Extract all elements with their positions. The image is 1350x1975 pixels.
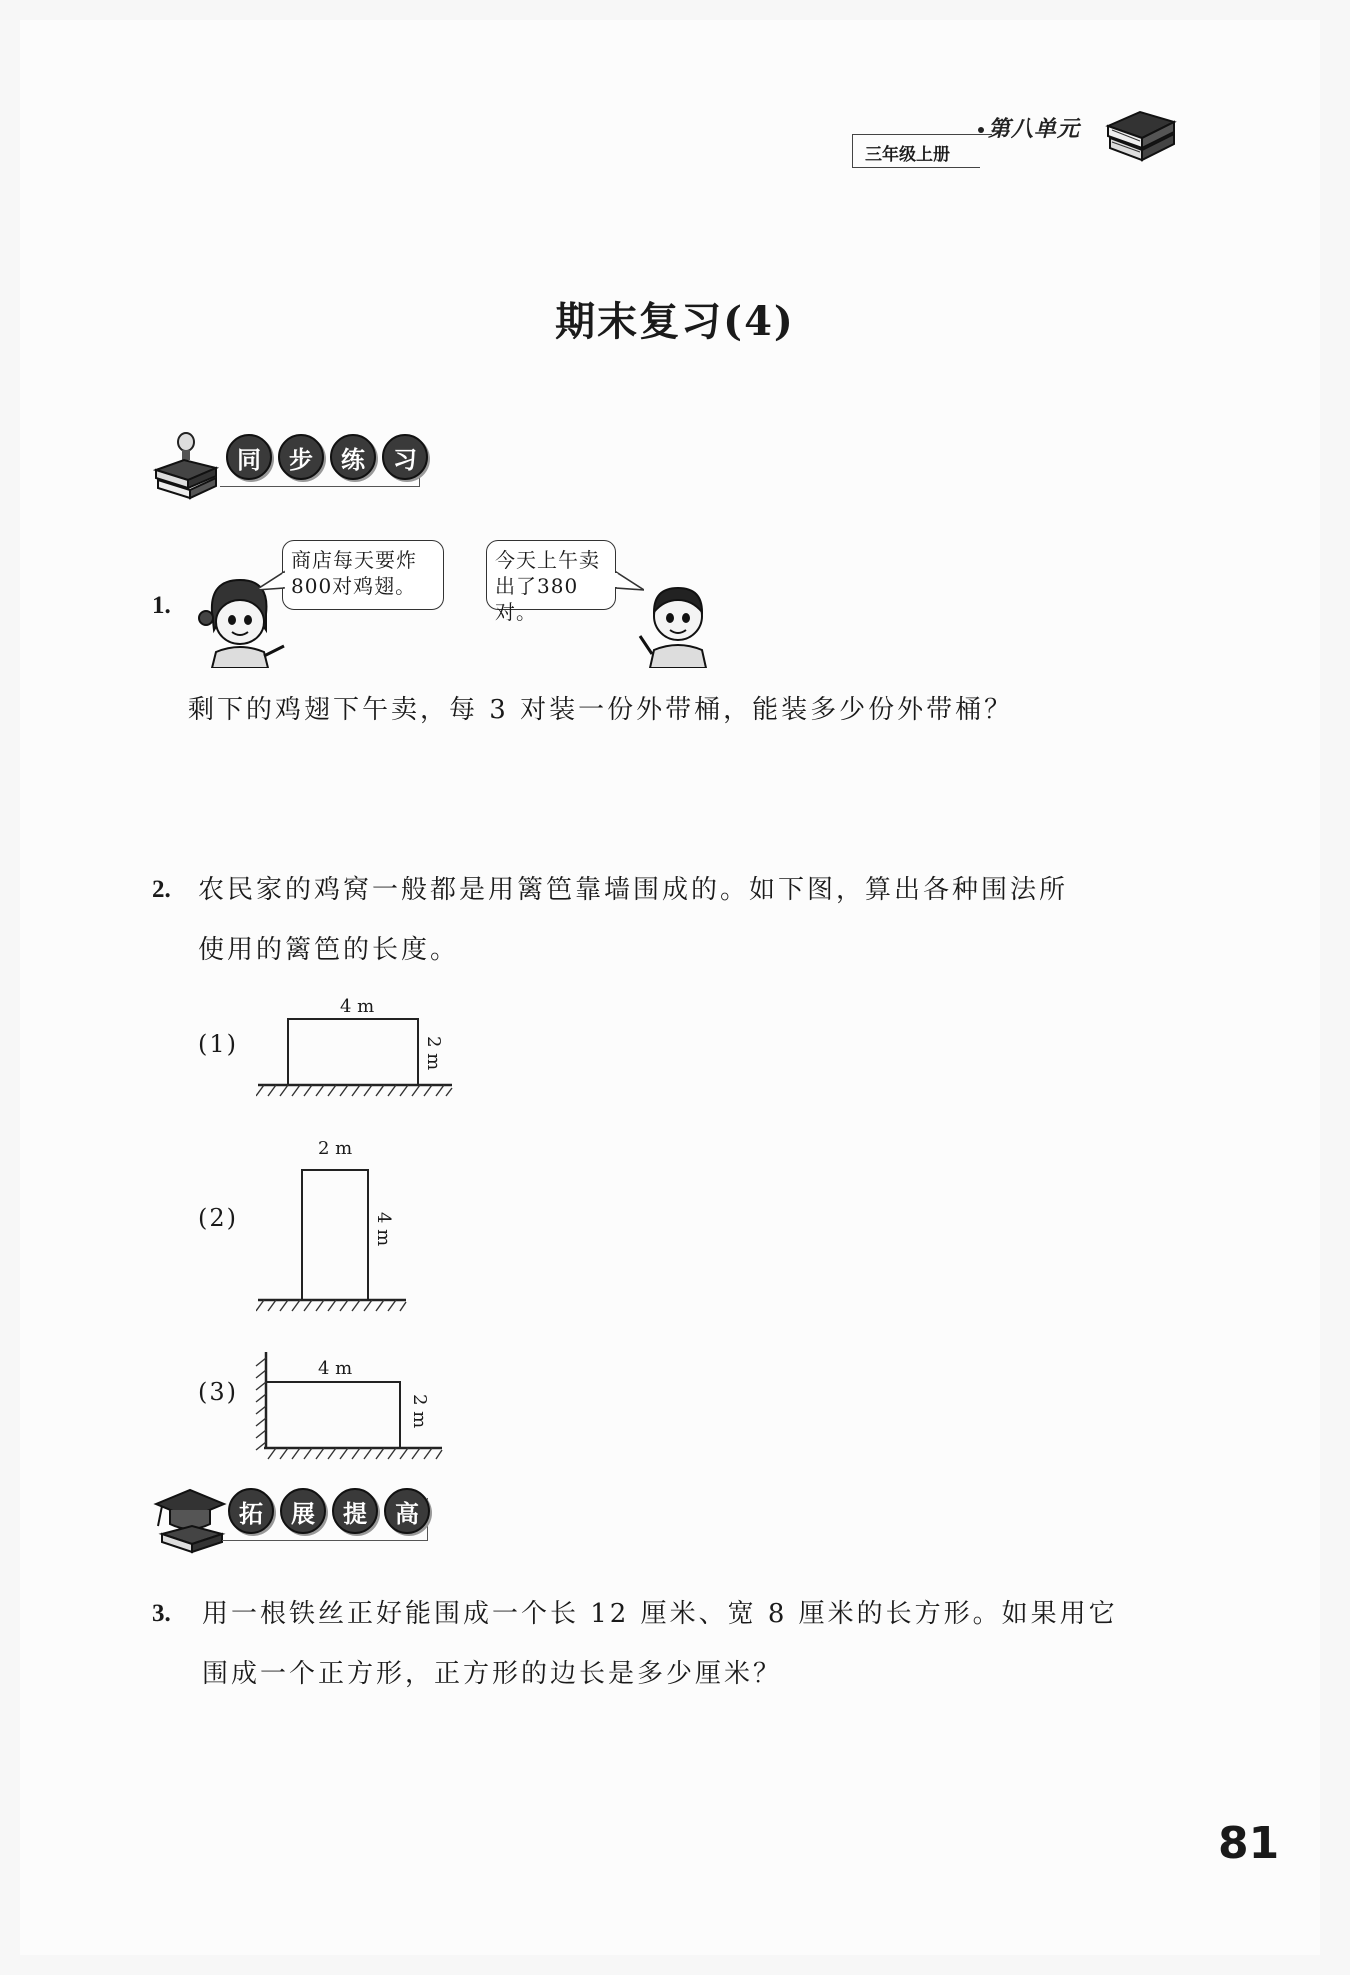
figure-3-side-dim: 2 m	[409, 1394, 430, 1429]
figure-3-top-dim: 4 m	[318, 1358, 353, 1379]
page-number: 81	[1218, 1818, 1280, 1869]
figure-2-side-dim: 4 m	[373, 1212, 394, 1247]
bubble-line: 出了380对。	[495, 574, 579, 624]
figure-3-label: (3)	[198, 1378, 238, 1406]
q3-number: 3.	[152, 1600, 171, 1627]
page-title: 期末复习(4)	[555, 298, 795, 345]
banner-title	[226, 434, 428, 480]
bubble-tail	[256, 570, 286, 592]
figure-1-side-dim: 2 m	[423, 1036, 444, 1071]
banner-char: 同	[226, 434, 272, 480]
bubble-line: 800对鸡翅。	[291, 574, 417, 598]
banner-char: 练	[330, 434, 376, 480]
banner-title	[228, 1488, 430, 1534]
q2-number: 2.	[152, 876, 171, 903]
figure-2-top-dim: 2 m	[318, 1138, 353, 1159]
figure-2-label: (2)	[198, 1204, 238, 1232]
books-icon	[1100, 100, 1180, 172]
banner-char: 拓	[228, 1488, 274, 1534]
banner-char: 习	[382, 434, 428, 480]
figure-2-fence	[256, 1160, 412, 1316]
q1-text: 剩下的鸡翅下午卖，每 3 对装一份外带桶，能装多少份外带桶？	[188, 695, 1014, 725]
bubble-line: 今天上午卖	[495, 548, 600, 572]
banner-char: 提	[332, 1488, 378, 1534]
bubble-line: 商店每天要炸	[291, 548, 417, 572]
figure-1-top-dim: 4 m	[340, 996, 375, 1017]
header-grade: 三年级上册	[852, 134, 980, 168]
graduation-cap-icon	[152, 1484, 228, 1564]
figure-1-label: (1)	[198, 1030, 238, 1058]
q2-line1: 农民家的鸡窝一般都是用篱笆靠墙围成的。如下图，算出各种围法所	[198, 875, 1069, 905]
banner-char: 高	[384, 1488, 430, 1534]
banner-char: 步	[278, 434, 324, 480]
q3-line1: 用一根铁丝正好能围成一个长 12 厘米、宽 8 厘米的长方形。如果用它	[202, 1599, 1118, 1629]
section-practice-banner	[150, 430, 420, 494]
section-extend-banner	[152, 1484, 428, 1548]
speech-bubble-boy	[486, 540, 616, 624]
books-lamp-icon	[150, 430, 222, 506]
banner-char: 展	[280, 1488, 326, 1534]
q2-line2: 使用的篱笆的长度。	[198, 935, 460, 965]
speech-bubble-girl	[282, 540, 444, 610]
boy-illustration	[636, 574, 720, 668]
q3-line2: 围成一个正方形，正方形的边长是多少厘米？	[202, 1659, 783, 1689]
header-unit: 第八单元	[988, 117, 1081, 142]
header-dot	[978, 127, 984, 133]
figure-1-fence	[256, 1014, 456, 1100]
q1-number: 1.	[152, 592, 171, 619]
figure-3-fence	[252, 1350, 448, 1462]
